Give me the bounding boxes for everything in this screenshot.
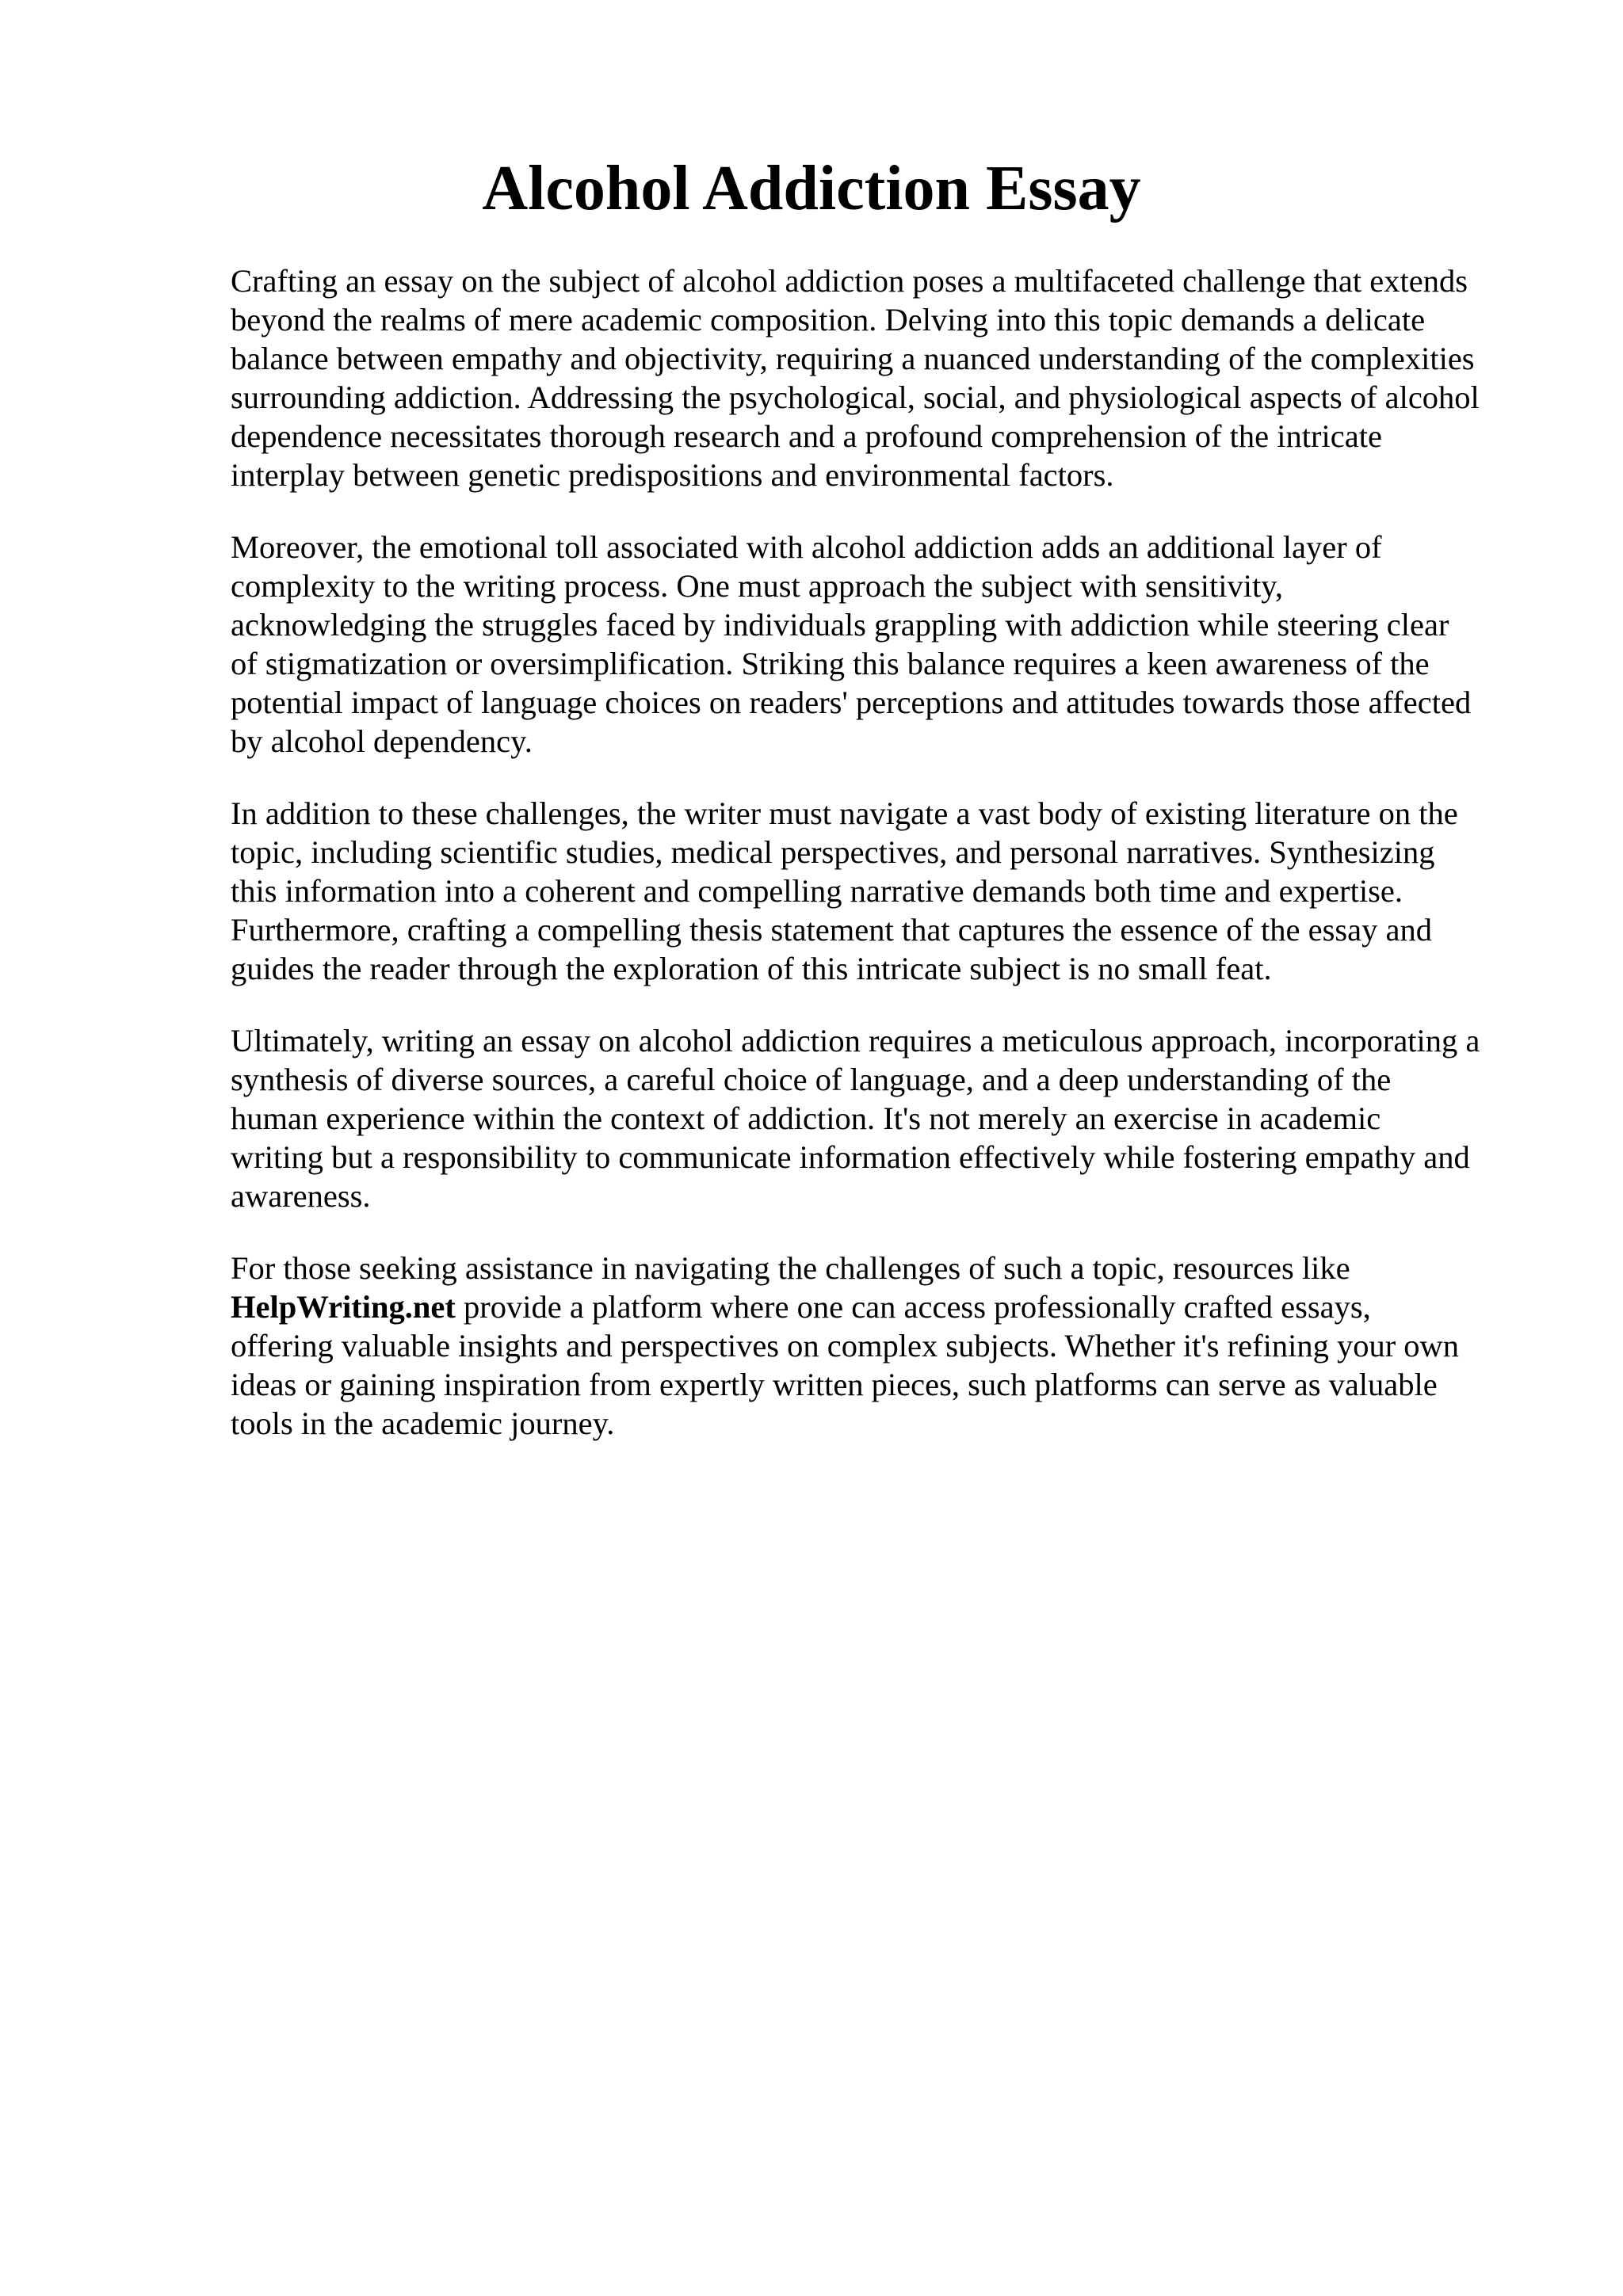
paragraph-line: ideas or gaining inspiration from expertly written pieces, such platforms can serve as valuable (231, 1367, 1438, 1402)
paragraph-line: Furthermore, crafting a compelling thesis statement that captures the essence of the essay and (231, 912, 1432, 948)
paragraph-line: For those seeking assistance in navigating the challenges of such a topic, resources like (231, 1250, 1350, 1286)
paragraph-line: In addition to these challenges, the writer must navigate a vast body of existing literature on the (231, 795, 1458, 831)
paragraph-line: of stigmatization or oversimplification. Striking this balance requires a keen awareness of the (231, 646, 1430, 681)
paragraph-line: tools in the academic journey. (231, 1405, 615, 1441)
paragraph-line: guides the reader through the exploration of this intricate subject is no small feat. (231, 951, 1272, 986)
paragraph-line: interplay between genetic predispositions and environmental factors. (231, 457, 1114, 493)
page-title: Alcohol Addiction Essay (482, 154, 1141, 223)
paragraph-line: writing but a responsibility to communicate information effectively while fostering empathy and (231, 1139, 1470, 1175)
paragraph-line: by alcohol dependency. (231, 723, 533, 759)
helpwriting-brand-link[interactable]: HelpWriting.net (231, 1289, 456, 1325)
paragraph-line: surrounding addiction. Addressing the psychological, social, and physiological aspects of alcohol (231, 379, 1480, 415)
paragraph-4 (231, 1021, 1514, 1215)
paragraph-line: potential impact of language choices on readers' perceptions and attitudes towards those affected (231, 685, 1472, 720)
paragraph-line: offering valuable insights and perspectives on complex subjects. Whether it's refining your own (231, 1328, 1460, 1363)
paragraph-line-with-link (231, 1287, 1514, 1326)
paragraph-line: this information into a coherent and compelling narrative demands both time and expertise. (231, 873, 1403, 909)
paragraph-1 (231, 261, 1514, 494)
paragraph-line: awareness. (231, 1178, 371, 1214)
paragraph-line: Ultimately, writing an essay on alcohol addiction requires a meticulous approach, incorporating a (231, 1023, 1480, 1058)
paragraph-3 (231, 794, 1514, 988)
paragraph-line-text: provide a platform where one can access professionally crafted essays, (455, 1289, 1371, 1325)
paragraph-5 (231, 1249, 1514, 1443)
paragraph-line: human experience within the context of addiction. It's not merely an exercise in academic (231, 1100, 1381, 1136)
paragraph-line: complexity to the writing process. One must approach the subject with sensitivity, (231, 568, 1283, 604)
paragraph-line: topic, including scientific studies, medical perspectives, and personal narratives. Synthesizing (231, 834, 1435, 870)
paragraph-line: Crafting an essay on the subject of alcohol addiction poses a multifaceted challenge that extends (231, 263, 1468, 299)
paragraph-line: Moreover, the emotional toll associated with alcohol addiction adds an additional layer of (231, 529, 1382, 565)
essay-body (231, 261, 1514, 1476)
paragraph-line: synthesis of diverse sources, a careful choice of language, and a deep understanding of the (231, 1062, 1392, 1097)
paragraph-line: balance between empathy and objectivity, requiring a nuanced understanding of the complexities (231, 341, 1475, 376)
paragraph-line: acknowledging the struggles faced by individuals grappling with addiction while steering clear (231, 607, 1449, 643)
paragraph-2 (231, 528, 1514, 761)
paragraph-line: dependence necessitates thorough research and a profound comprehension of the intricate (231, 418, 1382, 454)
paragraph-line: beyond the realms of mere academic composition. Delving into this topic demands a delicate (231, 302, 1426, 338)
